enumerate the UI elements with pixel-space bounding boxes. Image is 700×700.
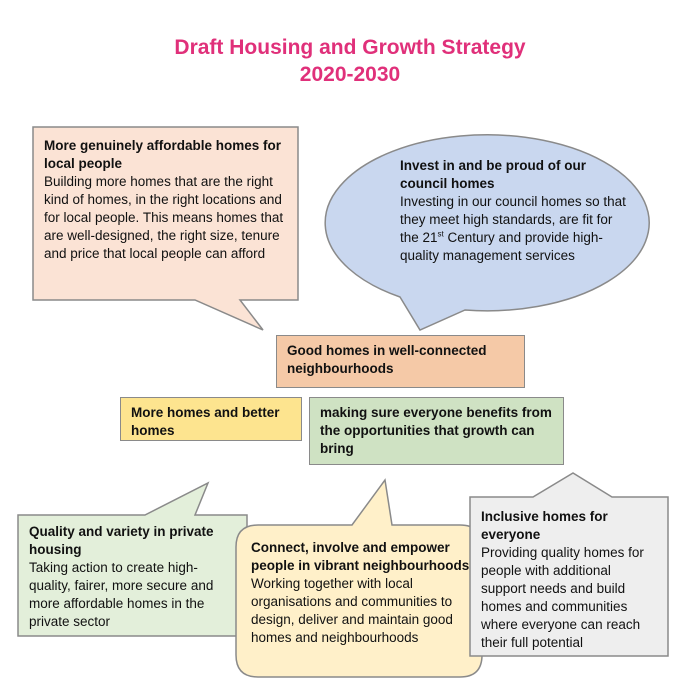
council-heading: Invest in and be proud of our council homes: [400, 158, 587, 191]
callout-private: [29, 523, 239, 631]
center-left-text: More homes and better homes: [131, 405, 280, 438]
connect-heading: Connect, involve and empower people in vibrant neighbourhoods: [251, 540, 470, 573]
title-line-2: 2020-2030: [299, 63, 401, 86]
private-heading: Quality and variety in private housing: [29, 524, 214, 557]
center-box-right: [309, 397, 564, 465]
affordable-body: Building more homes that are the right kind of homes, in the right locations and for local people. This means homes that are well-designed, the right size, tenure and price that local people can afford: [44, 174, 284, 261]
title-line-1: Draft Housing and Growth Strategy: [174, 36, 526, 59]
council-body-sup: st: [437, 229, 444, 239]
affordable-heading: More genuinely affordable homes for local people: [44, 138, 282, 171]
council-body-post: Century and provide high-quality management services: [400, 230, 603, 263]
private-body: Taking action to create high-quality, fairer, more secure and more affordable homes in the private sector: [29, 560, 214, 629]
callout-affordable: [44, 137, 290, 263]
center-box-left: [120, 397, 302, 441]
center-main-text: Good homes in well-connected neighbourhoods: [287, 343, 487, 376]
council-body: [400, 193, 632, 265]
connect-body: Working together with local organisations and communities to design, deliver and maintain good homes and neighbourhoods: [251, 576, 453, 645]
callout-inclusive: [481, 508, 659, 652]
callout-council: [400, 157, 632, 265]
callout-connect: [251, 539, 473, 647]
center-right-text: making sure everyone benefits from the opportunities that growth can bring: [320, 405, 552, 456]
inclusive-heading: Inclusive homes for everyone: [481, 509, 608, 542]
council-body-pre: Investing in our council homes so that they meet high standards, are fit for the 21: [400, 194, 626, 245]
center-box-main: [276, 335, 525, 388]
inclusive-body: Providing quality homes for people with additional support needs and build homes and communities where everyone can reach their full potential: [481, 545, 644, 650]
